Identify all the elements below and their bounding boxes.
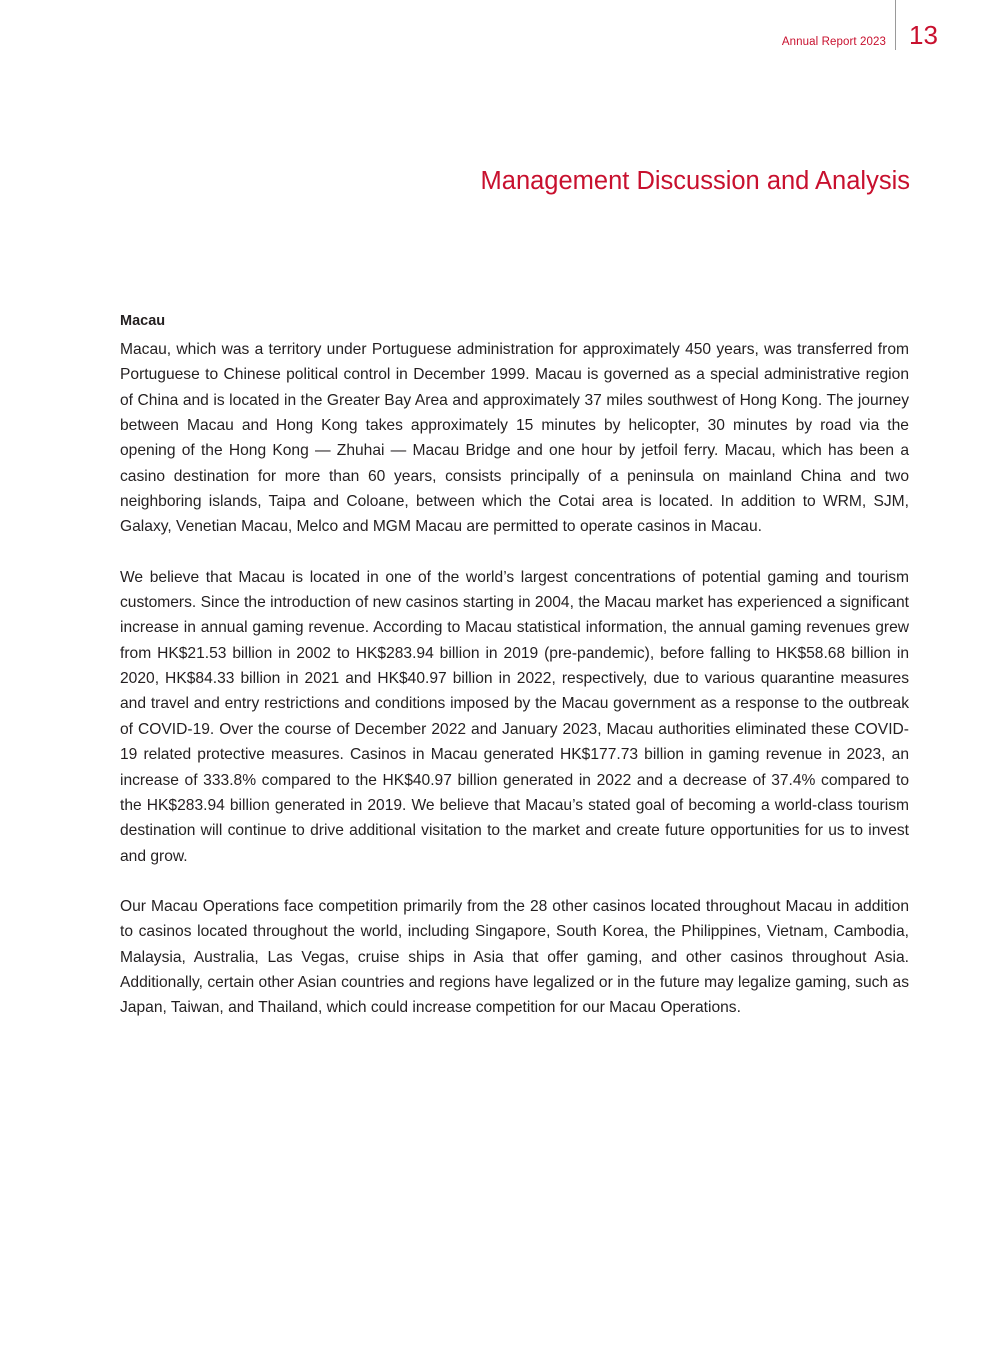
section-title: Management Discussion and Analysis — [480, 167, 910, 195]
page-number: 13 — [909, 20, 938, 50]
paragraph-overview: Macau, which was a territory under Portuguese administration for approximately 450 years, was transferred from Portuguese to Chinese political control in December 1999. Macau is governed as a special administrative region of China and is located in the Greater Bay Area and approximately 37 miles southwest of Hong Kong. The journey between Macau and Hong Kong takes approximately 15 minutes by helicopter, 30 minutes by road via the opening of the Hong Kong — Zhuhai — Macau Bridge and one hour by jetfoil ferry. Macau, which has been a casino destination for more than 60 years, consists principally of a peninsula on mainland China and two neighboring islands, Taipa and Coloane, between which the Cotai area is located. In addition to WRM, SJM, Galaxy, Venetian Macau, Melco and MGM Macau are permitted to operate casinos in Macau. — [120, 341, 909, 536]
paragraph-competition: Our Macau Operations face competition primarily from the 28 other casinos located throughout Macau in addition to casinos located throughout the world, including Singapore, South Korea, the Philippines, Vietnam, Cambodia, Malaysia, Australia, Las Vegas, cruise ships in Asia that offer gaming, and other casinos throughout Asia. Additionally, certain other Asian countries and regions have legalized or in the future may legalize gaming, such as Japan, Taiwan, and Thailand, which could increase competition for our Macau Operations. — [120, 897, 909, 1017]
body-content — [120, 311, 909, 1046]
report-label: Annual Report 2023 — [781, 36, 886, 48]
paragraph-market: We believe that Macau is located in one of the world’s largest concentrations of potential gaming and tourism customers. Since the introduction of new casinos starting in 2004, the Macau market has experienced a significant increase in annual gaming revenue. According to Macau statistical information, the annual gaming revenues grew from HK$21.53 billion in 2002 to HK$283.94 billion in 2019 (pre-pandemic), before falling to HK$58.68 billion in 2020, HK$84.33 billion in 2021 and HK$40.97 billion in 2022, respectively, due to various quarantine measures and travel and entry restrictions and conditions imposed by the Macau government as a response to the outbreak of COVID-19. Over the course of December 2022 and January 2023, Macau authorities eliminated these COVID-19 related protective measures. Casinos in Macau generated HK$177.73 billion in gaming revenue in 2023, an increase of 333.8% compared to the HK$40.97 billion generated in 2022 and a decrease of 37.4% compared to the HK$283.94 billion generated in 2019. We believe that Macau’s stated goal of becoming a world-class tourism destination will continue to drive additional visitation to the market and create future opportunities for us to invest and grow. — [120, 568, 909, 865]
subheading-macau: Macau — [120, 313, 166, 329]
header-divider — [895, 0, 896, 50]
